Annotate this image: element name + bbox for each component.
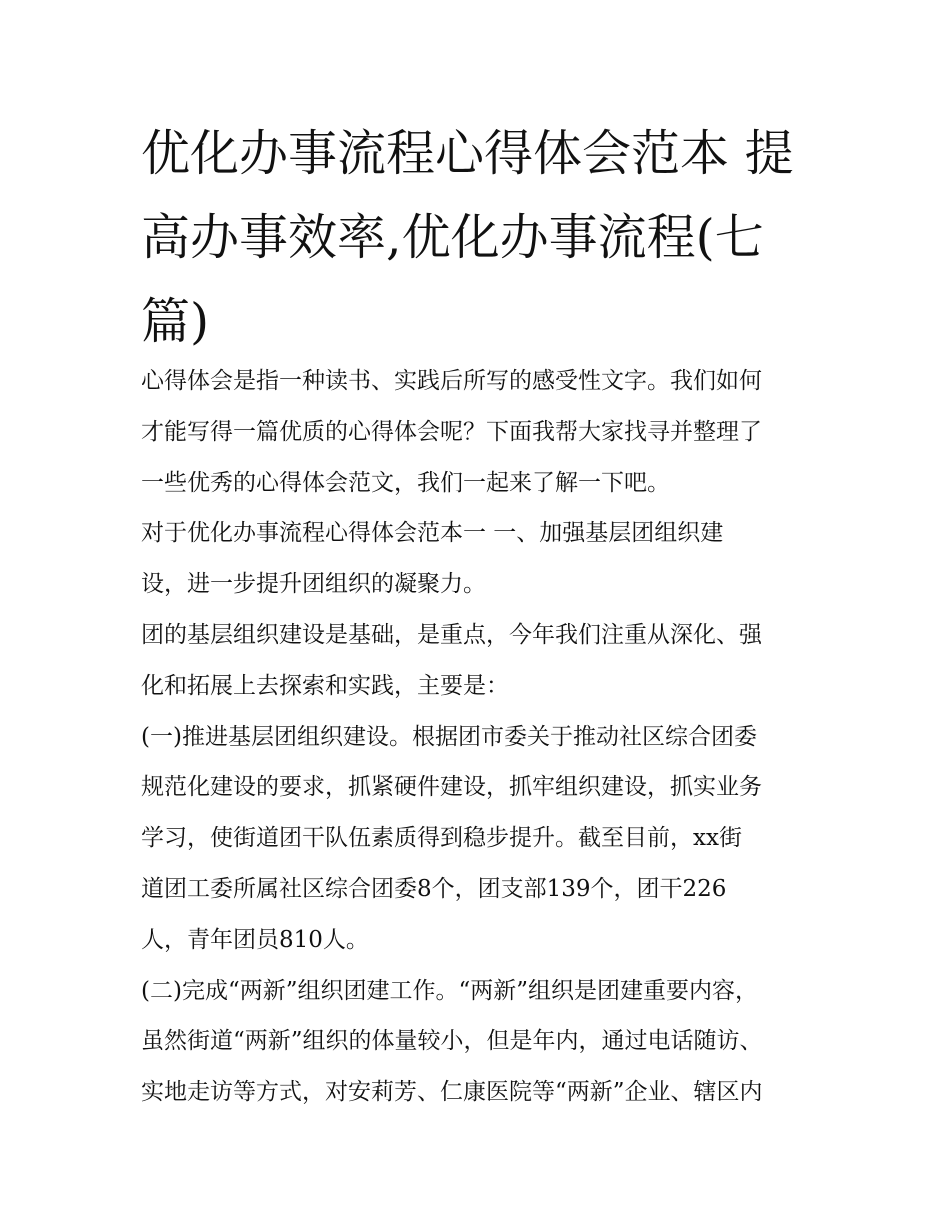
body-line: 心得体会是指一种读书、实践后所写的感受性文字。我们如何 bbox=[141, 368, 762, 394]
body-line: 才能写得一篇优质的心得体会呢？下面我帮大家找寻并整理了 bbox=[141, 418, 762, 445]
body-line: 道团工委所属社区综合团委8个，团支部139个，团干226 bbox=[141, 875, 727, 902]
body-line: 设，进一步提升团组织的凝聚力。 bbox=[141, 571, 486, 598]
document-body bbox=[141, 356, 821, 1118]
document-title bbox=[141, 112, 821, 364]
body-line: 虽然街道“两新”组织的体量较小，但是年内，通过电话随访、 bbox=[141, 1028, 763, 1055]
body-line: 化和拓展上去探索和实践，主要是： bbox=[141, 672, 509, 699]
body-line: (一)推进基层团组织建设。根据团市委关于推动社区综合团委 bbox=[141, 723, 757, 750]
body-line: 团的基层组织建设是基础，是重点，今年我们注重从深化、强 bbox=[141, 621, 762, 648]
body-line: 一些优秀的心得体会范文，我们一起来了解一下吧。 bbox=[141, 469, 670, 496]
body-line: 实地走访等方式，对安莉芳、仁康医院等“两新”企业、辖区内 bbox=[141, 1079, 763, 1106]
title-line-2: 高办事效率,优化办事流程(七 bbox=[141, 209, 764, 266]
title-line-1: 优化办事流程心得体会范本 提 bbox=[141, 125, 794, 182]
title-line-3: 篇) bbox=[141, 293, 210, 350]
body-line: 学习，使街道团干队伍素质得到稳步提升。截至目前，xx街 bbox=[141, 825, 742, 852]
body-line: 规范化建设的要求，抓紧硬件建设，抓牢组织建设，抓实业务 bbox=[141, 774, 762, 801]
body-line: (二)完成“两新”组织团建工作。“两新”组织是团建重要内容， bbox=[141, 977, 758, 1004]
body-line: 人，青年团员810人。 bbox=[141, 926, 369, 953]
body-line: 对于优化办事流程心得体会范本一 一、加强基层团组织建 bbox=[141, 520, 724, 547]
